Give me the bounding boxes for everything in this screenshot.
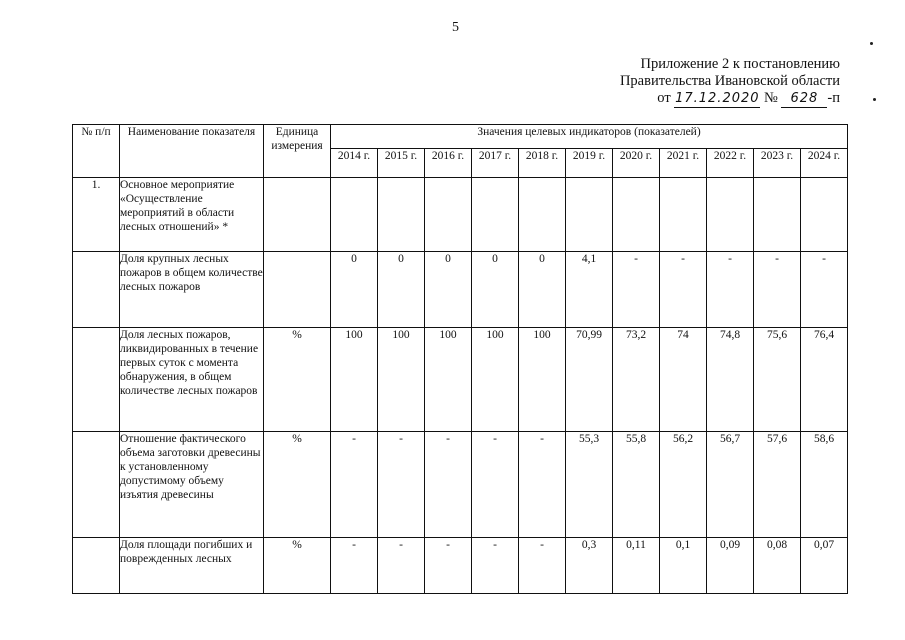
number-prefix: № xyxy=(763,90,778,106)
unit-cell: % xyxy=(264,328,331,432)
header-unit: Единица измерения xyxy=(264,125,331,178)
value-cell: - xyxy=(378,538,425,594)
year-header: 2016 г. xyxy=(425,148,472,177)
value-cell: 100 xyxy=(519,328,566,432)
table-row xyxy=(73,538,848,594)
value-cell: - xyxy=(472,538,519,594)
value-cell: 0 xyxy=(331,252,378,328)
value-cell xyxy=(519,178,566,252)
value-cell: 70,99 xyxy=(566,328,613,432)
unit-cell xyxy=(264,252,331,328)
indicator-name: Доля крупных лесных пожаров в общем количестве лесных пожаров xyxy=(120,252,264,328)
unit-cell: % xyxy=(264,432,331,538)
header-num: № п/п xyxy=(73,125,120,178)
year-header: 2019 г. xyxy=(566,148,613,177)
value-cell: 0 xyxy=(472,252,519,328)
value-cell: 100 xyxy=(425,328,472,432)
value-cell: 0,08 xyxy=(754,538,801,594)
value-cell: 75,6 xyxy=(754,328,801,432)
value-cell: 100 xyxy=(331,328,378,432)
value-cell xyxy=(425,178,472,252)
indicator-name: Отношение фактического объема заготовки древесины к установленному допустимому объему изъятия древесины xyxy=(120,432,264,538)
year-header: 2015 г. xyxy=(378,148,425,177)
value-cell: - xyxy=(801,252,848,328)
value-cell: - xyxy=(425,432,472,538)
table-row xyxy=(73,178,848,252)
value-cell: 100 xyxy=(378,328,425,432)
page-number: 5 xyxy=(452,20,459,35)
number-suffix: -п xyxy=(827,90,840,106)
value-cell: 73,2 xyxy=(613,328,660,432)
scan-speck xyxy=(870,42,873,45)
row-number xyxy=(73,328,120,432)
value-cell xyxy=(331,178,378,252)
date-prefix: от xyxy=(657,90,671,106)
year-header: 2022 г. xyxy=(707,148,754,177)
header-name: Наименование показателя xyxy=(120,125,264,178)
value-cell: 0,09 xyxy=(707,538,754,594)
value-cell: 0,3 xyxy=(566,538,613,594)
value-cell xyxy=(707,178,754,252)
row-number xyxy=(73,538,120,594)
handwritten-number: 628 xyxy=(790,91,819,106)
value-cell: - xyxy=(331,432,378,538)
table-row xyxy=(73,432,848,538)
value-cell: 55,8 xyxy=(613,432,660,538)
header-row xyxy=(73,125,848,149)
year-header: 2014 г. xyxy=(331,148,378,177)
value-cell: - xyxy=(378,432,425,538)
value-cell: 0,1 xyxy=(660,538,707,594)
indicator-name: Основное мероприятие «Осуществление мероприятий в области лесных отношений» * xyxy=(120,178,264,252)
value-cell: 55,3 xyxy=(566,432,613,538)
value-cell xyxy=(472,178,519,252)
value-cell: 0 xyxy=(519,252,566,328)
indicators-table xyxy=(72,124,848,594)
row-number xyxy=(73,432,120,538)
value-cell: 100 xyxy=(472,328,519,432)
value-cell: 0 xyxy=(425,252,472,328)
value-cell: 0,07 xyxy=(801,538,848,594)
header-values-group: Значения целевых индикаторов (показателей) xyxy=(331,125,848,149)
year-header: 2023 г. xyxy=(754,148,801,177)
value-cell: 0,11 xyxy=(613,538,660,594)
value-cell: 4,1 xyxy=(566,252,613,328)
appendix-line-1: Приложение 2 к постановлению xyxy=(640,56,840,72)
value-cell: - xyxy=(425,538,472,594)
value-cell: - xyxy=(519,538,566,594)
value-cell: - xyxy=(660,252,707,328)
value-cell: 0 xyxy=(378,252,425,328)
appendix-line-3 xyxy=(620,90,840,108)
value-cell xyxy=(378,178,425,252)
value-cell: 56,2 xyxy=(660,432,707,538)
value-cell: - xyxy=(707,252,754,328)
value-cell: 57,6 xyxy=(754,432,801,538)
value-cell xyxy=(801,178,848,252)
scan-speck xyxy=(873,98,876,101)
value-cell: 76,4 xyxy=(801,328,848,432)
indicator-name: Доля лесных пожаров, ликвидированных в течение первых суток с момента обнаружения, в общем количестве лесных пожаров xyxy=(120,328,264,432)
year-header: 2020 г. xyxy=(613,148,660,177)
value-cell xyxy=(613,178,660,252)
value-cell: - xyxy=(613,252,660,328)
table-row xyxy=(73,328,848,432)
value-cell: 74,8 xyxy=(707,328,754,432)
table-row xyxy=(73,252,848,328)
unit-cell xyxy=(264,178,331,252)
indicator-name: Доля площади погибших и поврежденных лесных xyxy=(120,538,264,594)
handwritten-date: 17.12.2020 xyxy=(675,91,760,106)
value-cell xyxy=(566,178,613,252)
value-cell: - xyxy=(472,432,519,538)
row-number xyxy=(73,252,120,328)
row-number: 1. xyxy=(73,178,120,252)
year-header: 2017 г. xyxy=(472,148,519,177)
appendix-line-2: Правительства Ивановской области xyxy=(619,73,840,89)
value-cell: 56,7 xyxy=(707,432,754,538)
value-cell: - xyxy=(331,538,378,594)
year-header: 2024 г. xyxy=(801,148,848,177)
value-cell: - xyxy=(754,252,801,328)
appendix-header xyxy=(620,56,840,108)
year-header: 2021 г. xyxy=(660,148,707,177)
value-cell: 74 xyxy=(660,328,707,432)
value-cell: - xyxy=(519,432,566,538)
unit-cell: % xyxy=(264,538,331,594)
value-cell xyxy=(754,178,801,252)
value-cell xyxy=(660,178,707,252)
year-header: 2018 г. xyxy=(519,148,566,177)
value-cell: 58,6 xyxy=(801,432,848,538)
